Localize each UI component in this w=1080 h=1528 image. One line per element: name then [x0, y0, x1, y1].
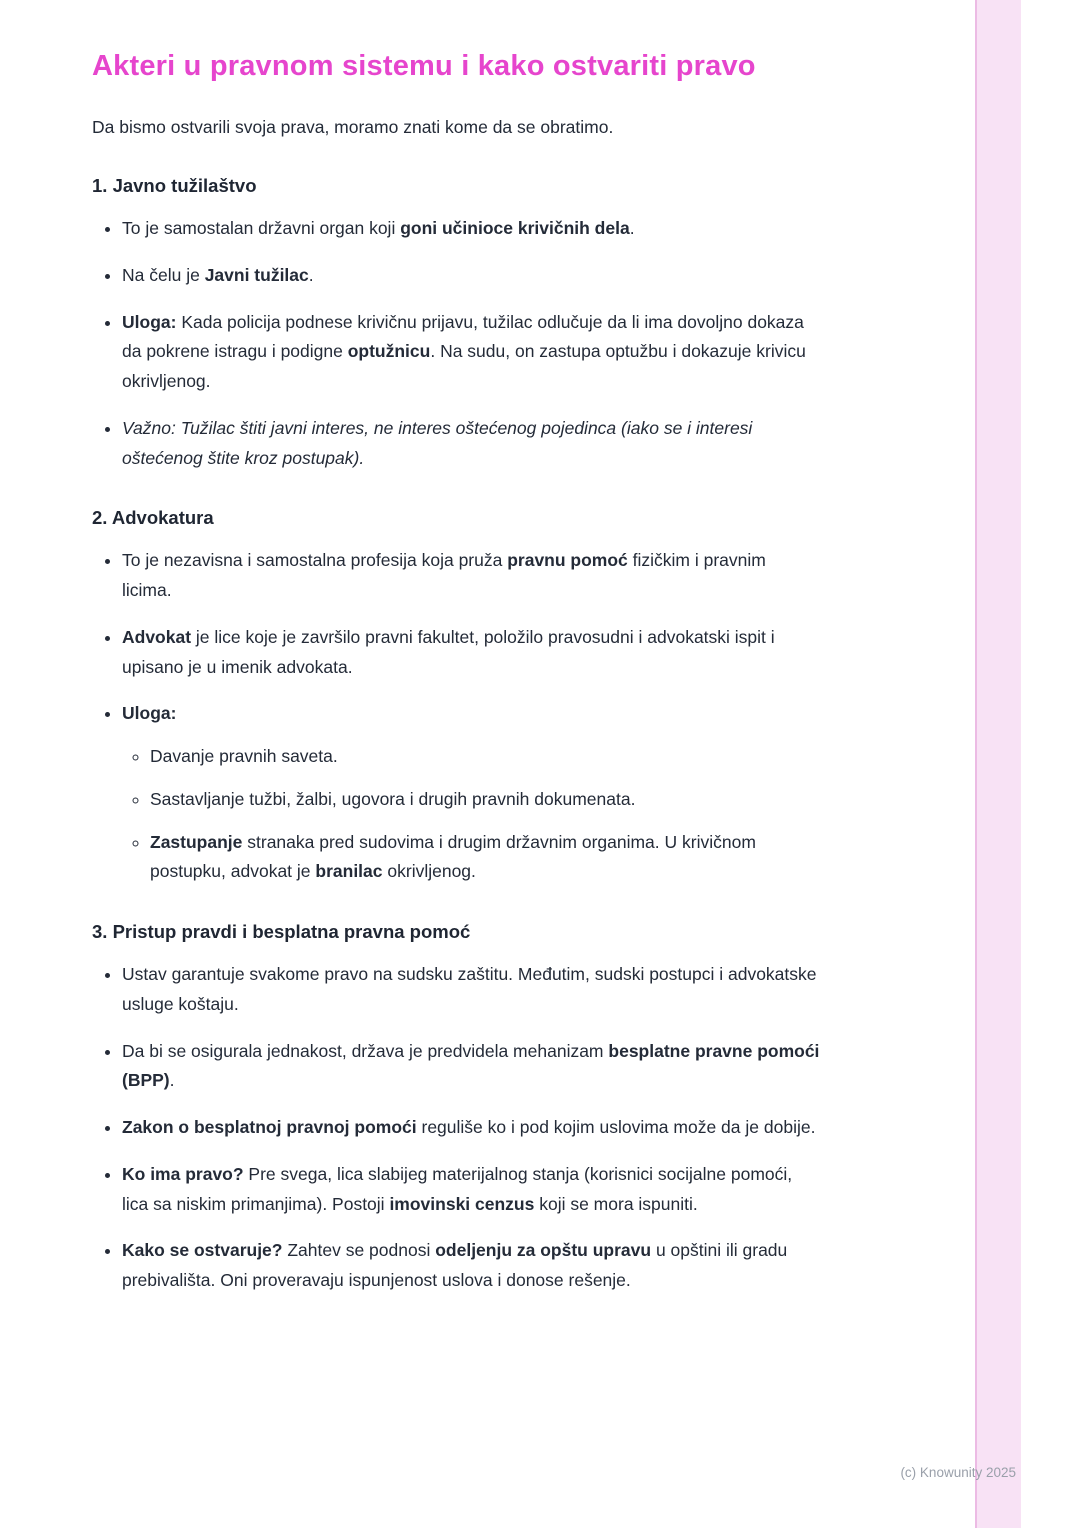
- text-segment: pravnu pomoć: [507, 550, 628, 571]
- text-segment: okrivljenog.: [382, 861, 476, 882]
- bullet-list: [92, 960, 820, 1296]
- text-segment: odeljenju za opštu upravu: [435, 1240, 652, 1261]
- text-segment: . Na sudu, on zastupa optužbu i dokazuje krivicu okrivljenog.: [122, 341, 806, 391]
- bullet-item: [122, 1236, 820, 1296]
- bullet-item: [122, 308, 820, 397]
- section-heading: 2. Advokatura: [92, 507, 214, 529]
- bullet-item: [122, 699, 820, 887]
- text-segment: Advokat: [122, 626, 192, 647]
- bullet-item: [122, 261, 820, 291]
- sub-bullet-list: [122, 742, 820, 887]
- bullet-item: [122, 546, 820, 606]
- footer-credit: (c) Knowunity 2025: [900, 1465, 1016, 1480]
- intro-paragraph: Da bismo ostvarili svoja prava, moramo znati kome da se obratimo.: [92, 117, 614, 137]
- text-segment: Ustav garantuje svakome pravo na sudsku zaštitu. Međutim, sudski postupci i advokatske usluge koštaju.: [122, 964, 817, 1014]
- text-segment: Zastupanje: [150, 831, 243, 852]
- text-segment: optužnicu: [347, 341, 431, 362]
- bullet-item: [122, 1160, 820, 1220]
- text-segment: Ko ima pravo?: [122, 1163, 244, 1184]
- page-side-stripe: [975, 0, 1021, 1528]
- page-title: Akteri u pravnom sistemu i kako ostvariti pravo: [92, 50, 756, 82]
- text-segment: Uloga:: [122, 311, 177, 332]
- bullet-item: [122, 623, 820, 683]
- text-segment: Javni tužilac: [204, 264, 309, 285]
- sub-bullet-item: [150, 828, 820, 888]
- document-content: [92, 50, 820, 1313]
- text-segment: .: [169, 1070, 175, 1091]
- text-segment: koji se mora ispuniti.: [534, 1193, 698, 1214]
- document-sections: [92, 175, 820, 1296]
- text-segment: Na čelu je: [122, 264, 205, 285]
- bullet-list: [92, 546, 820, 887]
- text-segment: .: [308, 264, 314, 285]
- bullet-item: [122, 214, 820, 244]
- sub-bullet-item: [150, 785, 820, 815]
- text-segment: stranaka pred sudovima i drugim državnim organima. U krivičnom postupku, advokat je: [150, 831, 756, 882]
- text-segment: Sastavljanje tužbi, žalbi, ugovora i drugih pravnih dokumenata.: [150, 788, 636, 809]
- text-segment: Kako se ostvaruje?: [122, 1240, 283, 1261]
- section-heading: 1. Javno tužilaštvo: [92, 175, 257, 196]
- text-segment: Važno: Tužilac štiti javni interes, ne interes oštećenog pojedinca (iako se i interesi oštećenog štite kroz postupak).: [122, 417, 753, 468]
- sub-bullet-item: [150, 742, 820, 772]
- bullet-list: [92, 214, 820, 473]
- text-segment: Pre svega, lica slabijeg materijalnog stanja (korisnici socijalne pomoći, lica sa niskim primanjima). Postoji: [122, 1163, 793, 1214]
- text-segment: goni učinioce krivičnih dela: [400, 218, 630, 238]
- text-segment: fizičkim i pravnim licima.: [122, 550, 766, 600]
- text-segment: To je nezavisna i samostalna profesija koja pruža: [122, 550, 508, 571]
- text-segment: Da bi se osigurala jednakost, država je predvidela mehanizam: [122, 1040, 609, 1061]
- bullet-item: [122, 1113, 820, 1143]
- text-segment: je lice koje je završilo pravni fakultet, položilo pravosudni i advokatski ispit i upisano je u imenik advokata.: [122, 626, 775, 677]
- text-segment: Kada policija podnese krivičnu prijavu, tužilac odlučuje da li ima dovoljno dokaza da pokrene istragu i podigne: [122, 311, 804, 362]
- text-segment: Zakon o besplatnoj pravnoj pomoći: [122, 1117, 417, 1137]
- bullet-item: [122, 1037, 820, 1097]
- text-segment: u opštini ili gradu prebivališta. Oni proveravaju ispunjenost uslova i donose rešenje.: [122, 1240, 788, 1290]
- bullet-item: [122, 414, 820, 474]
- text-segment: Uloga:: [122, 703, 177, 724]
- text-segment: imovinski cenzus: [389, 1193, 535, 1214]
- text-segment: .: [629, 218, 635, 238]
- text-segment: branilac: [315, 861, 383, 882]
- text-segment: To je samostalan državni organ koji: [122, 218, 401, 238]
- text-segment: Zahtev se podnosi: [282, 1240, 436, 1261]
- bullet-item: [122, 960, 820, 1020]
- text-segment: besplatne pravne pomoći (BPP): [122, 1040, 820, 1091]
- section-heading: 3. Pristup pravdi i besplatna pravna pomoć: [92, 921, 471, 942]
- text-segment: Davanje pravnih saveta.: [150, 746, 338, 766]
- text-segment: reguliše ko i pod kojim uslovima može da je dobije.: [416, 1117, 816, 1137]
